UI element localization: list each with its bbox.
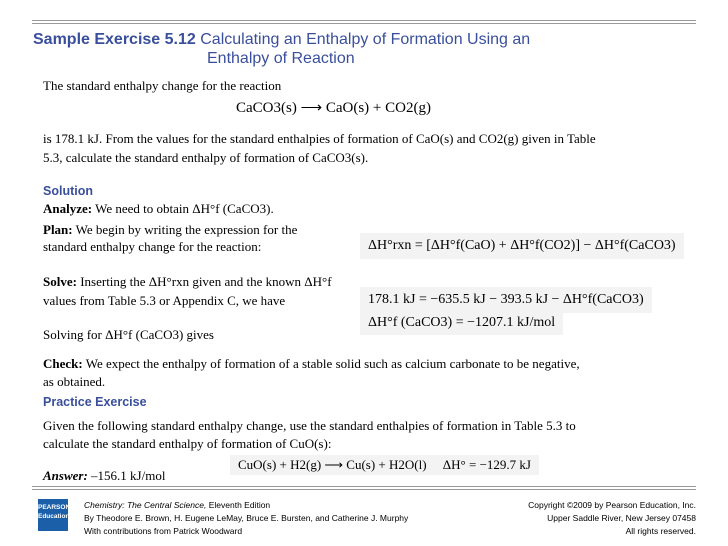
title-line2: Enthalpy of Reaction bbox=[207, 50, 355, 67]
practice-heading: Practice Exercise bbox=[43, 395, 147, 409]
answer-value: –156.1 kJ/mol bbox=[91, 468, 166, 483]
bottom-divider bbox=[32, 486, 696, 490]
solving-text: Solving for ΔH°f (CaCO3) gives bbox=[43, 327, 214, 342]
plan-label: Plan: bbox=[43, 222, 73, 237]
analyze-paragraph bbox=[43, 201, 274, 217]
result-equation: ΔH°f (CaCO3) = −1207.1 kJ/mol bbox=[360, 311, 563, 335]
footer-contributions: With contributions from Patrick Woodward bbox=[84, 526, 243, 536]
check-paragraph bbox=[43, 356, 580, 372]
solve-text2: values from Table 5.3 or Appendix C, we have bbox=[43, 293, 286, 308]
top-divider bbox=[32, 20, 696, 24]
pearson-logo bbox=[38, 499, 71, 531]
footer-copyright1: Copyright ©2009 by Pearson Education, Inc. bbox=[528, 500, 696, 510]
check-text2: as obtained. bbox=[43, 374, 106, 389]
footer-copyright2: Upper Saddle River, New Jersey 07458 bbox=[547, 513, 696, 523]
plan-text2: standard enthalpy change for the reaction: bbox=[43, 239, 262, 254]
title-label: Sample Exercise 5.12 bbox=[33, 31, 196, 48]
analyze-label: Analyze: bbox=[43, 201, 93, 216]
intro-line2: is 178.1 kJ. From the values for the standard enthalpies of formation of CaO(s) and CO2(g) given in Table bbox=[43, 131, 596, 146]
solve-paragraph bbox=[43, 274, 332, 290]
analyze-text: We need to obtain ΔH°f (CaCO3). bbox=[95, 201, 274, 216]
title-line1: Calculating an Enthalpy of Formation Using an bbox=[200, 31, 531, 48]
plan-equation: ΔH°rxn = [ΔH°f(CaO) + ΔH°f(CO2)] − ΔH°f(CaCO3) bbox=[360, 233, 684, 259]
footer-book bbox=[84, 499, 270, 511]
check-text1: We expect the enthalpy of formation of a stable solid such as calcium carbonate to be negative, bbox=[85, 356, 580, 371]
page-title bbox=[33, 30, 530, 68]
intro-line1: The standard enthalpy change for the reaction bbox=[43, 78, 282, 93]
practice-equation: CuO(s) + H2(g) ⟶ Cu(s) + H2O(l) ΔH° = −129.7 kJ bbox=[230, 455, 539, 475]
solve-text1: Inserting the ΔH°rxn given and the known ΔH°f bbox=[80, 274, 332, 289]
solve-label: Solve: bbox=[43, 274, 77, 289]
plan-text1: We begin by writing the expression for the bbox=[75, 222, 298, 237]
solution-heading: Solution bbox=[43, 184, 93, 198]
book-title: Chemistry: The Central Science, bbox=[84, 500, 207, 510]
answer-paragraph bbox=[43, 468, 165, 484]
logo-line1: PEARSON bbox=[38, 504, 71, 511]
practice-text2: calculate the standard enthalpy of formation of CuO(s): bbox=[43, 436, 332, 451]
plan-paragraph bbox=[43, 222, 297, 238]
logo-line2: Education bbox=[38, 513, 70, 520]
practice-text1: Given the following standard enthalpy change, use the standard enthalpies of formation in Table 5.3 to bbox=[43, 418, 576, 433]
book-edition: Eleventh Edition bbox=[208, 500, 271, 510]
answer-label: Answer: bbox=[43, 468, 88, 483]
footer-authors: By Theodore E. Brown, H. Eugene LeMay, Bruce E. Bursten, and Catherine J. Murphy bbox=[84, 513, 409, 523]
intro-line3: 5.3, calculate the standard enthalpy of formation of CaCO3(s). bbox=[43, 150, 369, 165]
footer-copyright3: All rights reserved. bbox=[625, 526, 696, 536]
reaction-equation: CaCO3(s) ⟶ CaO(s) + CO2(g) bbox=[236, 100, 431, 116]
solve-equation: 178.1 kJ = −635.5 kJ − 393.5 kJ − ΔH°f(CaCO3) bbox=[360, 287, 652, 313]
check-label: Check: bbox=[43, 356, 83, 371]
